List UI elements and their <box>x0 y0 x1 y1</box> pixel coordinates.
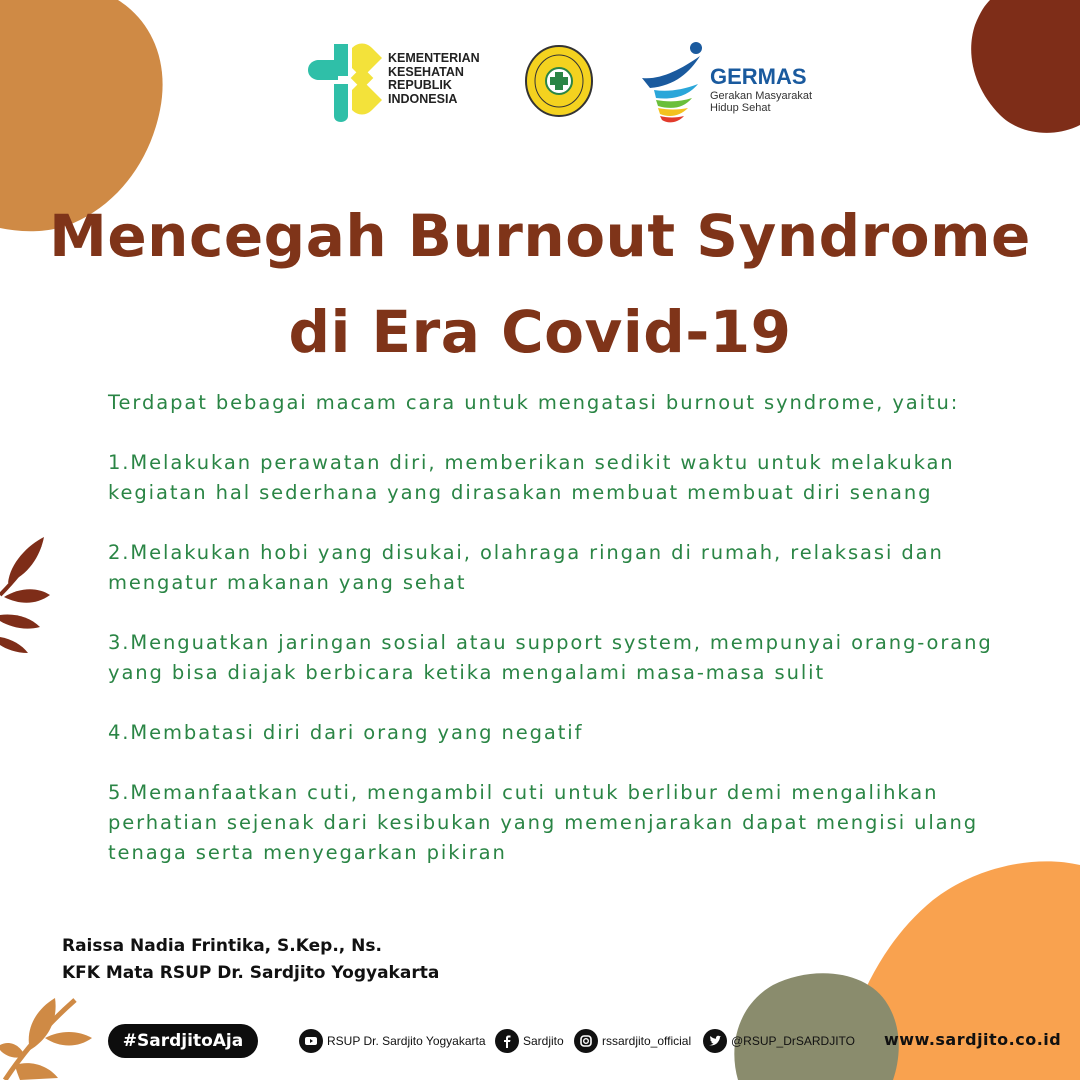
youtube-link[interactable] <box>299 1028 486 1054</box>
author-name: Raissa Nadia Frintika, S.Kep., Ns. <box>62 936 382 956</box>
header-logos <box>0 38 1080 128</box>
kemenkes-logo <box>308 38 498 123</box>
germas-title: GERMAS <box>710 64 807 89</box>
list-item: 1.Melakukan perawatan diri, memberikan sedikit waktu untuk melakukan kegiatan hal sederhana yang dirasakan membuat membuat diri senang <box>108 451 955 504</box>
list-item: 2.Melakukan hobi yang disukai, olahraga ringan di rumah, relaksasi dan mengatur makanan yang sehat <box>108 541 944 594</box>
kemenkes-line: REPUBLIK <box>388 78 452 92</box>
author-affiliation: KFK Mata RSUP Dr. Sardjito Yogyakarta <box>62 963 440 983</box>
germas-subtitle-line: Hidup Sehat <box>710 102 771 114</box>
title-line: Mencegah Burnout Syndrome <box>49 202 1031 270</box>
instagram-label: rssardjito_official <box>602 1034 692 1048</box>
bottom-green-blob <box>728 965 903 1080</box>
author-block <box>62 933 439 987</box>
list-item: 3.Menguatkan jaringan sosial atau support system, mempunyai orang-orang yang bisa diajak berbicara ketika mengalami masa-masa sulit <box>108 631 993 684</box>
youtube-icon <box>299 1029 323 1053</box>
title-line: di Era Covid-19 <box>288 298 792 366</box>
page-title <box>0 188 1080 380</box>
website-link[interactable]: www.sardjito.co.id <box>884 1030 1062 1049</box>
content-body <box>108 388 1053 898</box>
instagram-link[interactable] <box>574 1028 691 1054</box>
list-item: 5.Memanfaatkan cuti, mengambil cuti untuk berlibur demi mengalihkan perhatian sejenak dari kesibukan yang memenjarakan dapat mengisi ulang tenaga serta menyegarkan pikiran <box>108 781 979 864</box>
instagram-icon <box>574 1029 598 1053</box>
twitter-label: @RSUP_DrSARDJITO <box>731 1034 855 1048</box>
hashtag-badge: #SardjitoAja <box>108 1024 258 1058</box>
kemenkes-line: INDONESIA <box>388 91 458 106</box>
intro-text: Terdapat bebagai macam cara untuk mengatasi burnout syndrome, yaitu: <box>108 391 960 414</box>
kemenkes-line: KESEHATAN <box>388 64 464 79</box>
germas-subtitle-line: Gerakan Masyarakat <box>710 90 813 102</box>
twitter-icon <box>703 1029 727 1053</box>
twitter-link[interactable] <box>703 1028 855 1054</box>
kemenkes-emblem-icon <box>308 40 386 122</box>
facebook-label: Sardjito <box>523 1034 564 1048</box>
kemenkes-line: KEMENTERIAN <box>388 51 480 65</box>
kemenkes-text <box>388 52 480 106</box>
youtube-label: RSUP Dr. Sardjito Yogyakarta <box>327 1034 486 1048</box>
facebook-link[interactable] <box>495 1028 564 1054</box>
germas-logo <box>640 40 840 125</box>
list-item: 4.Membatasi diri dari orang yang negatif <box>108 721 584 744</box>
germas-subtitle <box>710 90 812 114</box>
germas-figure-icon <box>640 40 712 125</box>
sardjito-seal-icon <box>524 44 594 118</box>
facebook-icon <box>495 1029 519 1053</box>
leaf-branch-left <box>0 535 55 655</box>
leaf-branch-bottom-left <box>0 990 95 1080</box>
